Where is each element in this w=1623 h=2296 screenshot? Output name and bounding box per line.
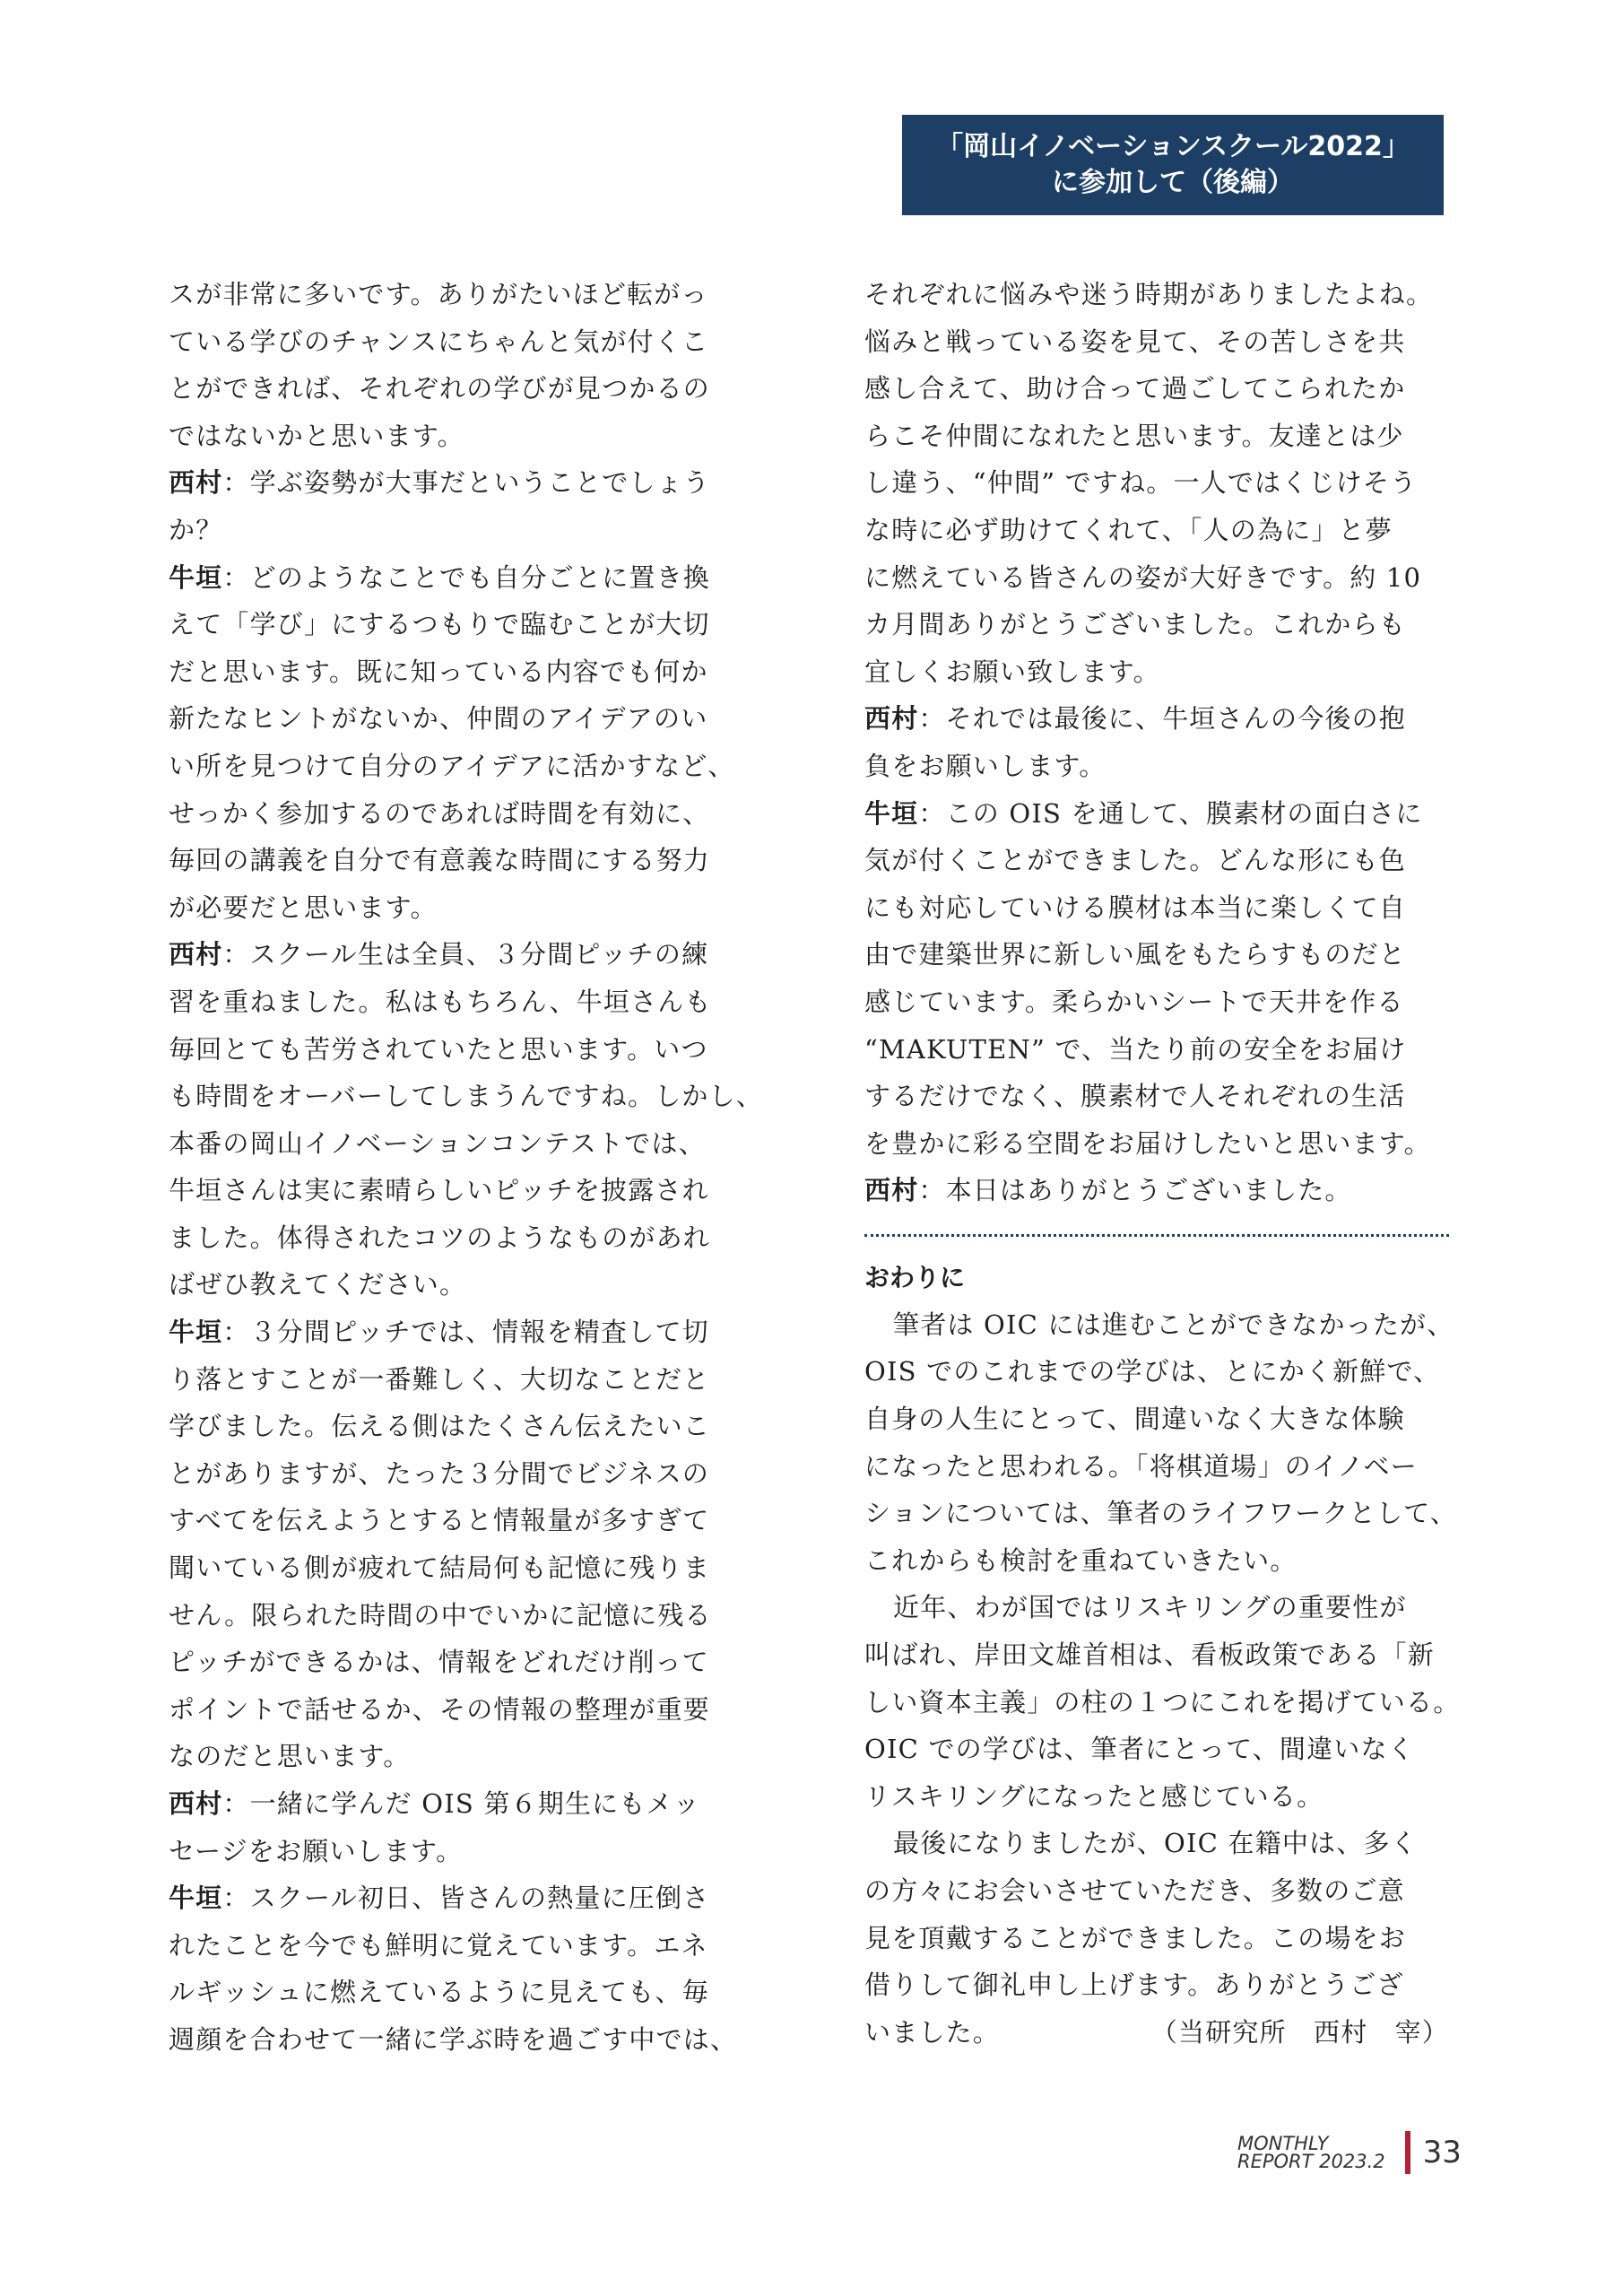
line-text: ：どのようなことでも自分ごとに置き換 [222,561,711,593]
text-line [169,1497,753,1544]
closing-line: の方々にお会いさせていただき、多数のご意 [864,1875,1405,1906]
line-text: ：学ぶ姿勢が大事だということでしょう [222,467,711,499]
text-line [169,1922,753,1970]
closing-line: これからも検討を重ねていきたい。 [864,1544,1298,1576]
text-line [169,1403,753,1450]
text-line [169,1120,753,1168]
page-footer [1237,2131,1462,2174]
publication-name [1237,2135,1385,2170]
line-text: 習を重ねました。私はもちろん、牛垣さんも [169,986,712,1017]
line-text: な時に必ず助けてくれて、「人の為に」と夢 [864,514,1393,545]
text-line [169,884,753,932]
line-text: “MAKUTEN” で、当たり前の安全をお届け [864,1033,1407,1065]
line-text: それぞれに悩みや迷う時期がありましたよね。 [864,279,1434,309]
text-line [169,978,753,1026]
line-text: が必要だと思います。 [169,891,438,923]
article-title-line1: 「岡山イノベーションスクール2022」 [936,131,1410,162]
text-line [169,1261,753,1309]
text-line [864,459,1449,507]
text-line [864,1026,1449,1074]
text-line [864,271,1449,318]
closing-line: しい資本主義」の柱の１つにこれを掲げている。 [864,1686,1461,1718]
text-line [169,1167,753,1214]
text-line [864,554,1449,602]
closing-line: 見を頂戴することができました。この場をお [864,1922,1407,1953]
speaker-name: 西村 [169,467,223,499]
closing-line: 叫ばれ、岸田文雄首相は、看板政策である「新 [864,1639,1435,1671]
line-text: 毎回の講義を自分で有意義な時間にする努力 [169,845,711,876]
line-text: 負をお願いします。 [864,750,1107,781]
line-text: ポイントで話せるか、その情報の整理が重要 [169,1693,711,1725]
line-text: ばぜひ教えてください。 [169,1269,467,1300]
speaker-name: 西村 [169,939,223,970]
text-line [169,1356,753,1404]
text-line [169,648,753,696]
line-text: ：一緒に学んだ OIS 第６期生にもメッ [222,1788,700,1819]
line-text: に燃えている皆さんの姿が大好きです。約 10 [864,561,1422,593]
text-line [864,318,1449,366]
line-text: 学びました。伝える側はたくさん伝えたいこ [169,1411,711,1442]
author-signature: （当研究所 西村 宰） [1150,2016,1449,2048]
text-line [169,271,753,318]
line-text: セージをお願いします。 [169,1835,464,1866]
text-line [169,695,753,743]
line-text: ：本日はありがとうございました。 [918,1175,1352,1206]
closing-line: OIC での学びは、筆者にとって、間違いなく [864,1734,1415,1765]
line-text: ：スクール生は全員、３分間ピッチの練 [222,939,709,970]
text-line [169,1828,753,1875]
text-line [169,931,753,978]
line-text: を豊かに彩る空間をお届けしたいと思います。 [864,1127,1431,1159]
line-text: り落とすことが一番難しく、大切なことだと [169,1363,710,1395]
closing-line: 自身の人生にとって、間違いなく大きな体験 [864,1404,1405,1435]
text-line [864,837,1449,884]
footer-accent-bar [1405,2131,1410,2174]
line-text: とができれば、それぞれの学びが見つかるの [169,373,711,404]
line-text: ：スクール初日、皆さんの熱量に圧倒さ [222,1883,710,1914]
text-line [864,1120,1449,1168]
closing-line: ションについては、筆者のライフワークとして、 [864,1498,1457,1529]
text-line [864,507,1449,554]
line-text: にも対応していける膜材は本当に楽しくて自 [864,891,1407,923]
line-text: 毎回とても苦労されていたと思います。いつ [169,1033,708,1065]
speaker-name: 牛垣 [169,1883,223,1914]
text-line [169,790,753,838]
article-title-banner [902,115,1444,215]
line-text: 本番の岡山イノベーションコンテストでは、 [169,1127,706,1159]
speaker-name: 牛垣 [864,797,919,829]
line-text: ではないかと思います。 [169,420,464,451]
line-text: 由で建築世界に新しい風をもたらすものだと [864,939,1407,970]
text-line [169,1733,753,1780]
line-text: し違う、“仲間” ですね。一人ではくじけそう [864,467,1418,499]
closing-line: になったと思われる。「将棋道場」のイノベー [864,1450,1418,1482]
line-text: ルギッシュに燃えているように見えても、毎 [169,1977,709,2008]
line-text: 悩みと戦っている姿を見て、その苦しさを共 [864,326,1406,357]
closing-line: リスキリングになったと感じている。 [864,1780,1324,1812]
text-line [169,459,753,507]
line-text: カ月間ありがとうございました。これからも [864,609,1407,640]
page-number: 33 [1422,2135,1462,2170]
speaker-name: 牛垣 [169,561,223,593]
text-line [864,743,1449,790]
text-line [864,648,1449,696]
text-line [169,1544,753,1592]
publication-line1: MONTHLY [1237,2133,1329,2154]
line-text: だと思います。既に知っている内容でも何か [169,656,708,687]
text-line [864,1073,1449,1120]
interview-dialogue [864,271,1449,1214]
closing-paragraphs [864,1301,1461,2009]
left-text-column [169,271,763,2064]
publication-line2: REPORT 2023.2 [1237,2151,1385,2172]
text-line [169,413,753,460]
speaker-name: 西村 [169,1788,223,1819]
text-line [864,601,1449,648]
text-line [864,365,1449,413]
line-text: 感じています。柔らかいシートで天井を作る [864,986,1404,1017]
line-text: 牛垣さんは実に素晴らしいピッチを披露され [169,1175,709,1206]
line-text: 気が付くことができました。どんな形にも色 [864,845,1407,876]
speaker-name: 西村 [864,703,919,735]
text-line [169,318,753,366]
article-title-line2: に参加して（後編） [1052,167,1294,198]
speaker-name: 牛垣 [169,1317,223,1348]
text-line [864,790,1449,838]
line-text: せっかく参加するのであれば時間を有効に、 [169,797,710,829]
text-line [864,978,1449,1026]
text-line [169,743,753,790]
text-line [169,1309,753,1356]
closing-line: OIS でのこれまでの学びは、とにかく新鮮で、 [864,1356,1441,1387]
line-text: 聞いている側が疲れて結局何も記憶に残りま [169,1552,711,1584]
section-divider [864,1234,1449,1237]
line-text: も時間をオーバーしてしまうんですね。しかし、 [169,1081,763,1112]
text-line [169,1969,753,2016]
closing-last-line [864,2009,1449,2057]
closing-line: 最後になりましたが、OIC 在籍中は、多く [893,1828,1418,1859]
line-text: とがありますが、たった３分間でビジネスの [169,1457,710,1489]
text-line [169,1592,753,1639]
text-line [864,413,1449,460]
text-line [169,1026,753,1074]
closing-line: 筆者は OIC には進むことができなかったが、 [893,1309,1454,1340]
closing-line: 近年、わが国ではリスキリングの重要性が [893,1592,1407,1623]
line-text: ピッチができるかは、情報をどれだけ削って [169,1647,709,1678]
closing-heading: おわりに [864,1262,966,1292]
text-line [169,554,753,602]
line-text: 感し合えて、助け合って過ごしてこられたか [864,373,1406,404]
line-text: せん。限られた時間の中でいかに記憶に残る [169,1599,712,1631]
text-line [169,837,753,884]
text-line [169,1639,753,1686]
line-text: ：それでは最後に、牛垣さんの今後の抱 [918,703,1407,735]
text-line [169,1450,753,1498]
text-line [864,695,1449,743]
text-line [169,507,753,554]
text-line [169,1686,753,1734]
text-line [169,1874,753,1922]
line-text: 新たなヒントがないか、仲間のアイデアのい [169,703,708,735]
line-text: えて「学び」にするつもりで臨むことが大切 [169,609,710,640]
text-line [169,601,753,648]
text-line [169,365,753,413]
text-line [169,1073,763,1120]
line-text: ：３分間ピッチでは、情報を精査して切 [222,1317,709,1348]
line-text: ている学びのチャンスにちゃんと気が付くこ [169,326,709,357]
line-text: い所を見つけて自分のアイデアに活かすなど、 [169,750,735,781]
line-text: 宜しくお願い致します。 [864,656,1160,687]
text-line [169,1214,753,1262]
line-text: ました。体得されたコツのようなものがあれ [169,1222,711,1253]
line-text: ：この OIS を通して、膜素材の面白さに [918,797,1423,829]
line-text: 週顔を合わせて一緒に学ぶ時を過ごす中では、 [169,2023,738,2055]
line-text: スが非常に多いです。ありがたいほど転がっ [169,279,708,309]
line-text: するだけでなく、膜素材で人それぞれの生活 [864,1081,1406,1112]
speaker-name: 西村 [864,1175,919,1206]
text-line [864,884,1449,932]
line-text: なのだと思います。 [169,1741,411,1772]
line-text: らこそ仲間になれたと思います。友達とは少 [864,420,1404,451]
closing-last-text: いました。 [864,2016,1001,2048]
closing-line: 借りして御礼申し上げます。ありがとうござ [864,1970,1404,2001]
right-text-column [864,271,1461,2056]
text-line [864,931,1449,978]
text-line [169,1780,753,1828]
line-text: か？ [169,514,223,545]
line-text: すべてを伝えようとすると情報量が多すぎて [169,1505,710,1536]
text-line [864,1167,1449,1214]
text-line [169,2016,753,2064]
line-text: れたことを今でも鮮明に覚えています。エネ [169,1929,708,1961]
